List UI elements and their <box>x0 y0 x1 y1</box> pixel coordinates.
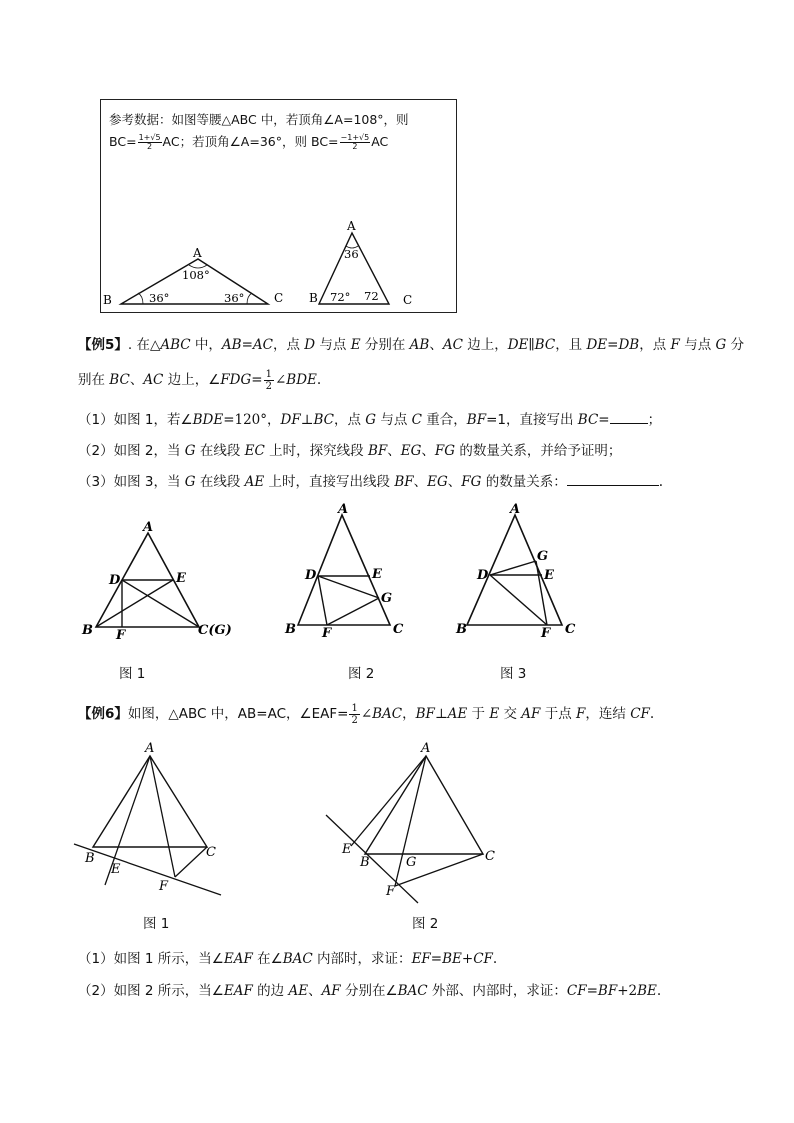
vertex-label-a: A <box>338 502 349 517</box>
example6-question-1 <box>78 950 497 968</box>
text-seg: AC <box>252 337 273 353</box>
vertex-label-a: A <box>347 219 356 233</box>
text-seg: BAC <box>282 951 313 967</box>
line-bf <box>74 844 221 895</box>
vertex-label-a: A <box>143 520 154 535</box>
segment-dg <box>490 561 536 575</box>
text-seg: =120°， <box>223 412 281 428</box>
text-seg: EAF <box>223 951 253 967</box>
text-seg: （1）如图 1 所示，当∠ <box>78 951 224 967</box>
example6-figures <box>0 735 794 915</box>
text-seg: ； <box>647 412 662 428</box>
text-seg: G <box>184 474 196 490</box>
text-seg: BC <box>109 372 130 388</box>
text-seg: CF <box>566 983 587 999</box>
text-seg: 的数量关系： <box>481 474 567 490</box>
vertex-label-d: D <box>109 573 121 588</box>
text-seg: . <box>656 983 662 999</box>
text-seg: 、 <box>429 337 443 353</box>
text-seg: EC <box>244 443 265 459</box>
fraction-denominator: 2 <box>351 715 358 726</box>
text-seg: ，连结 <box>585 706 631 722</box>
text-seg: （2）如图 2 所示，当∠ <box>78 983 224 999</box>
example5-question-3 <box>78 473 663 491</box>
text-seg: AF <box>321 983 341 999</box>
vertex-label-f: F <box>386 884 396 899</box>
segment-df <box>318 576 327 625</box>
text-seg: 的边 <box>252 983 289 999</box>
vertex-label-f: F <box>322 626 332 641</box>
text-seg: EAF <box>223 983 253 999</box>
text-seg: = <box>586 983 598 999</box>
vertex-label-f: F <box>116 628 126 643</box>
fraction-denominator: 2 <box>147 142 153 151</box>
vertex-label-g: G <box>406 855 417 870</box>
text-seg: （2）如图 2，当 <box>78 443 185 459</box>
text-seg: 分别在 <box>360 337 410 353</box>
triangle-abc <box>93 756 207 847</box>
ref-text-segment: BC= <box>109 134 137 149</box>
text-seg: DF <box>280 412 301 428</box>
vertex-label-e: E <box>544 568 554 583</box>
reference-data-box <box>100 99 457 313</box>
vertex-label-c: C <box>485 849 495 864</box>
text-seg: 、 <box>308 983 322 999</box>
vertex-label-d: D <box>305 568 317 583</box>
vertex-label-c: C <box>565 622 576 637</box>
vertex-label-b: B <box>103 293 112 307</box>
text-seg: BDE <box>286 372 317 388</box>
example5-line-1 <box>78 336 744 354</box>
text-seg: F <box>670 337 680 353</box>
text-seg: 分 <box>726 337 745 353</box>
text-seg: . <box>316 372 322 388</box>
text-seg: 外部、内部时，求证： <box>427 983 567 999</box>
text-seg: 与点 <box>315 337 351 353</box>
text-seg: 如图，△ABC 中，AB=AC，∠EAF= <box>127 706 349 722</box>
text-seg: E <box>489 706 500 722</box>
text-seg: FG <box>461 474 482 490</box>
text-seg: （1）如图 1，若∠ <box>78 412 193 428</box>
text-seg: 、 <box>447 474 462 490</box>
text-seg: G <box>715 337 727 353</box>
vertex-label-f: F <box>541 626 551 641</box>
text-seg: = <box>430 951 443 967</box>
text-seg: FDG <box>220 372 252 388</box>
text-seg: BF <box>415 706 435 722</box>
text-seg: ABC <box>160 337 191 353</box>
ref-text-segment: AC <box>371 134 389 149</box>
vertex-label-b: B <box>360 855 370 870</box>
text-seg: DE <box>586 337 608 353</box>
text-seg: + <box>461 951 474 967</box>
line-ef <box>326 815 418 903</box>
triangle-abc <box>365 756 483 854</box>
text-seg: EF <box>411 951 431 967</box>
text-seg: DE <box>507 337 529 353</box>
text-seg: F <box>576 706 586 722</box>
segment-fg <box>327 598 379 625</box>
text-seg: 于点 <box>540 706 577 722</box>
example6-figure-1 <box>74 741 221 895</box>
vertex-label-c-g: C(G) <box>198 623 232 638</box>
text-seg: BC <box>313 412 334 428</box>
text-seg: BC <box>577 412 599 428</box>
text-seg: ，且 <box>555 337 587 353</box>
text-seg: = <box>598 412 610 428</box>
vertex-label-c: C <box>274 291 284 305</box>
vertex-label-g: G <box>537 549 549 564</box>
text-seg: AF <box>521 706 541 722</box>
text-seg: G <box>184 443 196 459</box>
text-seg: FG <box>434 443 456 459</box>
answer-blank[interactable] <box>610 411 648 424</box>
text-seg: BF <box>597 983 618 999</box>
example6-intro <box>78 703 654 726</box>
text-seg: ，点 <box>639 337 671 353</box>
text-seg: 交 <box>499 706 522 722</box>
fraction-half <box>349 703 359 726</box>
figure-caption: 图 3 <box>500 666 527 682</box>
text-seg: 的数量关系，并给予证明； <box>455 443 622 459</box>
text-seg: ， <box>402 706 416 722</box>
text-seg: BAC <box>372 706 403 722</box>
vertex-label-a: A <box>193 246 202 260</box>
text-seg: CF <box>630 706 650 722</box>
example5-question-2 <box>78 442 621 460</box>
angle-label-left: 72° <box>330 290 351 304</box>
angle-arc <box>247 293 252 304</box>
text-seg: BF <box>394 474 414 490</box>
angle-label-right: 72 <box>364 289 379 303</box>
text-seg: 上时，探究线段 <box>264 443 368 459</box>
fraction-half <box>264 369 274 392</box>
text-seg: 分别在∠ <box>340 983 398 999</box>
example5-figure-3 <box>455 502 576 641</box>
vertex-label-a: A <box>510 502 521 517</box>
text-seg: ⊥ <box>300 412 314 428</box>
vertex-label-b: B <box>456 622 467 637</box>
text-seg: 内部时，求证： <box>312 951 412 967</box>
segment-cf <box>175 847 207 877</box>
vertex-label-g: G <box>381 591 393 606</box>
vertex-label-b: B <box>285 622 296 637</box>
example5-figure-2 <box>284 502 404 641</box>
text-seg: （3）如图 3，当 <box>78 474 185 490</box>
vertex-label-c: C <box>206 845 216 860</box>
text-seg: AE <box>244 474 265 490</box>
text-seg: ∠ <box>274 372 287 388</box>
vertex-label-b: B <box>85 851 95 866</box>
text-seg: BE <box>637 983 657 999</box>
example6-figure-2 <box>326 741 495 903</box>
text-seg: ，点 <box>273 337 305 353</box>
figure-caption: 图 2 <box>412 916 439 932</box>
text-seg: 别在 <box>78 372 110 388</box>
vertex-label-b: B <box>309 291 318 305</box>
text-seg: 在∠ <box>252 951 283 967</box>
text-seg: AC <box>442 337 463 353</box>
text-seg: C <box>411 412 422 428</box>
text-seg: CF <box>473 951 493 967</box>
text-seg: 于 <box>467 706 490 722</box>
text-seg: 上时，直接写出线段 <box>264 474 395 490</box>
angle-label-left: 36° <box>149 291 170 305</box>
text-seg: BAC <box>397 983 428 999</box>
angle-label-top: 36 <box>344 247 359 261</box>
vertex-label-f: F <box>159 879 169 894</box>
text-seg: . <box>649 706 655 722</box>
text-seg: BC <box>534 337 556 353</box>
text-seg: BDE <box>192 412 224 428</box>
text-seg: ，点 <box>333 412 366 428</box>
text-seg: . 在△ <box>127 337 161 353</box>
text-seg: BE <box>442 951 462 967</box>
text-seg: AC <box>143 372 164 388</box>
text-seg: DB <box>618 337 640 353</box>
text-seg: 边上，∠ <box>163 372 221 388</box>
text-seg: ∥ <box>528 337 535 353</box>
example6-question-2 <box>78 982 661 1000</box>
text-seg: 边上， <box>462 337 508 353</box>
figure-caption: 图 1 <box>143 916 170 932</box>
text-seg: 与点 <box>679 337 716 353</box>
vertex-label-d: D <box>477 568 489 583</box>
angle-label-right: 36° <box>224 291 245 305</box>
example-tag: 【例6】 <box>78 706 128 722</box>
angle-label-top: 108° <box>182 268 210 282</box>
text-seg: 在线段 <box>195 443 245 459</box>
text-seg: BF <box>367 443 388 459</box>
text-seg: AB <box>221 337 242 353</box>
text-seg: AB <box>409 337 430 353</box>
text-seg: . <box>492 951 498 967</box>
text-seg: ⊥ <box>434 706 448 722</box>
angle-arc <box>138 293 143 304</box>
text-seg: AE <box>288 983 309 999</box>
text-seg: 、 <box>413 474 428 490</box>
vertex-label-b: B <box>82 623 93 638</box>
text-seg: 、 <box>421 443 435 459</box>
text-seg: ∠ <box>360 706 373 722</box>
text-seg: EG <box>400 443 422 459</box>
text-seg: 与点 <box>376 412 412 428</box>
text-seg: +2 <box>617 983 638 999</box>
vertex-label-a: A <box>421 741 431 756</box>
vertex-label-c: C <box>393 622 404 637</box>
text-seg: AE <box>447 706 468 722</box>
segment-df <box>490 575 547 625</box>
vertex-label-e: E <box>176 571 186 586</box>
text-seg: = <box>241 337 253 353</box>
vertex-label-a: A <box>145 741 155 756</box>
text-seg: = <box>607 337 619 353</box>
text-seg: . <box>658 474 664 490</box>
fraction-numerator: 1 <box>351 703 358 714</box>
fraction-denominator: 2 <box>265 381 272 392</box>
fraction-numerator: −1+√5 <box>340 133 370 142</box>
text-seg: G <box>365 412 377 428</box>
fraction-numerator: 1+√5 <box>138 133 161 142</box>
vertex-label-e: E <box>111 862 121 877</box>
segment-af <box>150 756 175 877</box>
example5-figure-1 <box>81 520 232 643</box>
vertex-label-c: C <box>403 293 413 307</box>
ref-text-segment: AC；若顶角∠A=36°，则 BC= <box>162 134 339 149</box>
text-seg: D <box>304 337 316 353</box>
text-seg: 、 <box>387 443 401 459</box>
example-tag: 【例5】 <box>78 337 128 353</box>
text-seg: EG <box>427 474 448 490</box>
fraction-denominator: 2 <box>352 142 358 151</box>
figure-caption: 图 1 <box>119 666 146 682</box>
example5-question-1 <box>78 411 661 429</box>
example5-line-2 <box>78 369 321 392</box>
text-seg: 在线段 <box>195 474 245 490</box>
text-seg: BF <box>466 412 487 428</box>
vertex-label-e: E <box>372 567 382 582</box>
answer-blank[interactable] <box>567 473 659 486</box>
text-seg: 重合， <box>421 412 467 428</box>
fraction-numerator: 1 <box>265 369 272 380</box>
text-seg: 中， <box>190 337 222 353</box>
text-seg: =1，直接写出 <box>486 412 578 428</box>
reference-line-1: 参考数据：如图等腰△ABC 中，若顶角∠A=108°，则 <box>109 112 409 127</box>
reference-triangles-diagram <box>101 100 458 314</box>
text-seg: = <box>251 372 263 388</box>
vertex-label-e: E <box>342 842 352 857</box>
figure-caption: 图 2 <box>348 666 375 682</box>
text-seg: 、 <box>129 372 144 388</box>
text-seg: E <box>350 337 361 353</box>
